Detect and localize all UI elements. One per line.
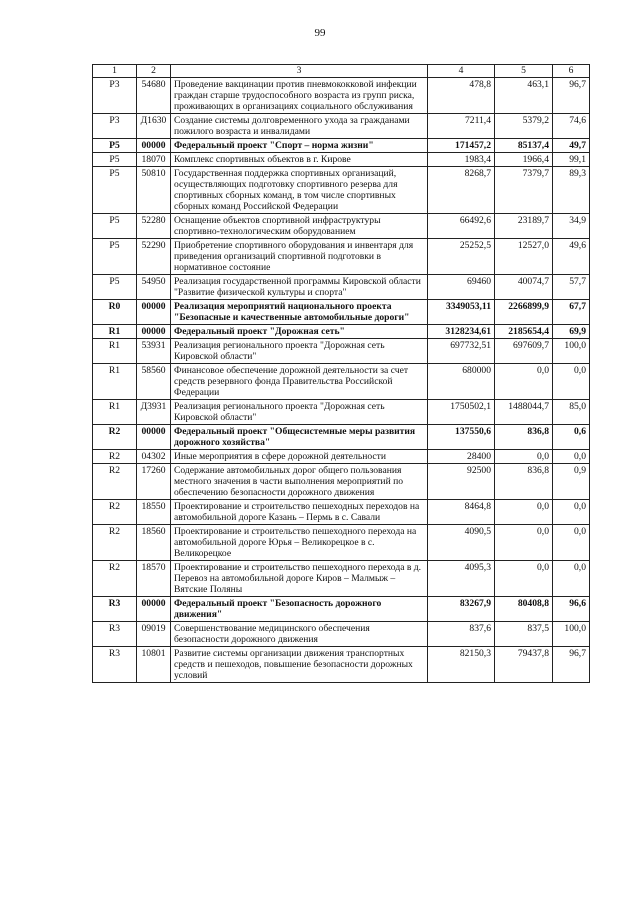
- target-code-cell: 50810: [137, 167, 171, 214]
- execution-percent-cell: 74,6: [553, 114, 590, 139]
- target-code-cell: 58560: [137, 364, 171, 400]
- target-code-cell: 00000: [137, 425, 171, 450]
- section-code-cell: R2: [93, 561, 137, 597]
- target-code-cell: 09019: [137, 622, 171, 647]
- target-code-cell: Д1630: [137, 114, 171, 139]
- executed-amount-cell: 836,8: [495, 425, 553, 450]
- executed-amount-cell: 7379,7: [495, 167, 553, 214]
- budget-table: [92, 64, 590, 683]
- section-code-cell: R3: [93, 597, 137, 622]
- section-code-cell: R3: [93, 647, 137, 683]
- item-name-cell: Комплекс спортивных объектов в г. Кирове: [171, 153, 428, 167]
- target-code-cell: 00000: [137, 597, 171, 622]
- executed-amount-cell: 40074,7: [495, 275, 553, 300]
- executed-amount-cell: 837,5: [495, 622, 553, 647]
- item-name-cell: Реализация мероприятий национального проекта "Безопасные и качественные автомобильные дороги": [171, 300, 428, 325]
- section-code-cell: Р5: [93, 153, 137, 167]
- planned-amount-cell: 1750502,1: [428, 400, 495, 425]
- target-code-cell: 18550: [137, 500, 171, 525]
- item-name-cell: Федеральный проект "Спорт – норма жизни": [171, 139, 428, 153]
- item-name-cell: Совершенствование медицинского обеспечения безопасности дорожного движения: [171, 622, 428, 647]
- planned-amount-cell: 92500: [428, 464, 495, 500]
- planned-amount-cell: 837,6: [428, 622, 495, 647]
- target-code-cell: 54680: [137, 78, 171, 114]
- table-row: [93, 622, 590, 647]
- section-code-cell: R1: [93, 400, 137, 425]
- target-code-cell: 00000: [137, 300, 171, 325]
- item-name-cell: Проектирование и строительство пешеходных переходов на автомобильной дороге Казань – Пермь в с. Савали: [171, 500, 428, 525]
- item-name-cell: Федеральный проект "Общесистемные меры развития дорожного хозяйства": [171, 425, 428, 450]
- table-row: [93, 525, 590, 561]
- target-code-cell: Д3931: [137, 400, 171, 425]
- table-row: [93, 647, 590, 683]
- execution-percent-cell: 34,9: [553, 214, 590, 239]
- item-name-cell: Иные мероприятия в сфере дорожной деятельности: [171, 450, 428, 464]
- executed-amount-cell: 836,8: [495, 464, 553, 500]
- table-row: [93, 275, 590, 300]
- section-code-cell: Р5: [93, 139, 137, 153]
- target-code-cell: 18070: [137, 153, 171, 167]
- execution-percent-cell: 0,0: [553, 364, 590, 400]
- planned-amount-cell: 69460: [428, 275, 495, 300]
- execution-percent-cell: 96,7: [553, 647, 590, 683]
- item-name-cell: Приобретение спортивного оборудования и инвентаря для приведения организаций спортивной подготовки в нормативное состояние: [171, 239, 428, 275]
- execution-percent-cell: 96,6: [553, 597, 590, 622]
- section-code-cell: Р5: [93, 275, 137, 300]
- planned-amount-cell: 4095,3: [428, 561, 495, 597]
- table-row: [93, 500, 590, 525]
- item-name-cell: Содержание автомобильных дорог общего пользования местного значения в части выполнения мероприятий по обеспечению безопасности дорожного движения: [171, 464, 428, 500]
- section-code-cell: R1: [93, 339, 137, 364]
- table-row: [93, 597, 590, 622]
- column-header: 6: [553, 65, 590, 78]
- table-row: [93, 561, 590, 597]
- target-code-cell: 04302: [137, 450, 171, 464]
- column-header: 5: [495, 65, 553, 78]
- item-name-cell: Финансовое обеспечение дорожной деятельности за счет средств резервного фонда Правительства Российской Федерации: [171, 364, 428, 400]
- execution-percent-cell: 69,9: [553, 325, 590, 339]
- table-row: [93, 139, 590, 153]
- execution-percent-cell: 49,6: [553, 239, 590, 275]
- target-code-cell: 10801: [137, 647, 171, 683]
- item-name-cell: Создание системы долговременного ухода за гражданами пожилого возраста и инвалидами: [171, 114, 428, 139]
- executed-amount-cell: 80408,8: [495, 597, 553, 622]
- execution-percent-cell: 0,0: [553, 525, 590, 561]
- item-name-cell: Федеральный проект "Дорожная сеть": [171, 325, 428, 339]
- column-header: 3: [171, 65, 428, 78]
- item-name-cell: Проектирование и строительство пешеходного перехода в д. Перевоз на автомобильной дороге Киров – Малмыж – Вятские Поляны: [171, 561, 428, 597]
- planned-amount-cell: 25252,5: [428, 239, 495, 275]
- table-row: [93, 339, 590, 364]
- planned-amount-cell: 66492,6: [428, 214, 495, 239]
- target-code-cell: 54950: [137, 275, 171, 300]
- planned-amount-cell: 171457,2: [428, 139, 495, 153]
- table-row: [93, 167, 590, 214]
- target-code-cell: 18560: [137, 525, 171, 561]
- executed-amount-cell: 85137,4: [495, 139, 553, 153]
- item-name-cell: Государственная поддержка спортивных организаций, осуществляющих подготовку спортивного резерва для спортивных сборных команд, в том числе спортивных сборных команд Российской Федерации: [171, 167, 428, 214]
- target-code-cell: 52290: [137, 239, 171, 275]
- executed-amount-cell: 23189,7: [495, 214, 553, 239]
- section-code-cell: R1: [93, 325, 137, 339]
- executed-amount-cell: 0,0: [495, 500, 553, 525]
- executed-amount-cell: 5379,2: [495, 114, 553, 139]
- execution-percent-cell: 67,7: [553, 300, 590, 325]
- executed-amount-cell: 0,0: [495, 561, 553, 597]
- executed-amount-cell: 2266899,9: [495, 300, 553, 325]
- executed-amount-cell: 2185654,4: [495, 325, 553, 339]
- execution-percent-cell: 0,0: [553, 450, 590, 464]
- section-code-cell: Р5: [93, 214, 137, 239]
- table-body: [93, 78, 590, 683]
- section-code-cell: R3: [93, 622, 137, 647]
- table-row: [93, 153, 590, 167]
- executed-amount-cell: 463,1: [495, 78, 553, 114]
- execution-percent-cell: 0,9: [553, 464, 590, 500]
- target-code-cell: 00000: [137, 139, 171, 153]
- execution-percent-cell: 49,7: [553, 139, 590, 153]
- execution-percent-cell: 0,0: [553, 561, 590, 597]
- execution-percent-cell: 99,1: [553, 153, 590, 167]
- table-row: [93, 325, 590, 339]
- section-code-cell: Р5: [93, 239, 137, 275]
- section-code-cell: Р3: [93, 114, 137, 139]
- table-row: [93, 364, 590, 400]
- planned-amount-cell: 137550,6: [428, 425, 495, 450]
- executed-amount-cell: 0,0: [495, 450, 553, 464]
- planned-amount-cell: 697732,51: [428, 339, 495, 364]
- planned-amount-cell: 28400: [428, 450, 495, 464]
- section-code-cell: Р5: [93, 167, 137, 214]
- item-name-cell: Реализация регионального проекта "Дорожная сеть Кировской области": [171, 339, 428, 364]
- planned-amount-cell: 8464,8: [428, 500, 495, 525]
- planned-amount-cell: 3349053,11: [428, 300, 495, 325]
- planned-amount-cell: 3128234,61: [428, 325, 495, 339]
- table-row: [93, 425, 590, 450]
- page-number: 99: [314, 27, 326, 39]
- planned-amount-cell: 680000: [428, 364, 495, 400]
- section-code-cell: R2: [93, 464, 137, 500]
- planned-amount-cell: 82150,3: [428, 647, 495, 683]
- planned-amount-cell: 8268,7: [428, 167, 495, 214]
- item-name-cell: Федеральный проект "Безопасность дорожного движения": [171, 597, 428, 622]
- section-code-cell: R2: [93, 450, 137, 464]
- planned-amount-cell: 83267,9: [428, 597, 495, 622]
- execution-percent-cell: 89,3: [553, 167, 590, 214]
- column-header: 1: [93, 65, 137, 78]
- item-name-cell: Проведение вакцинации против пневмококковой инфекции граждан старше трудоспособного возраста из групп риска, проживающих в организациях социального обслуживания: [171, 78, 428, 114]
- execution-percent-cell: 100,0: [553, 339, 590, 364]
- column-header: 4: [428, 65, 495, 78]
- execution-percent-cell: 57,7: [553, 275, 590, 300]
- section-code-cell: R2: [93, 525, 137, 561]
- table-row: [93, 214, 590, 239]
- planned-amount-cell: 7211,4: [428, 114, 495, 139]
- column-number-row: [93, 65, 590, 78]
- planned-amount-cell: 1983,4: [428, 153, 495, 167]
- planned-amount-cell: 4090,5: [428, 525, 495, 561]
- table-row: [93, 78, 590, 114]
- execution-percent-cell: 96,7: [553, 78, 590, 114]
- table-row: [93, 450, 590, 464]
- execution-percent-cell: 100,0: [553, 622, 590, 647]
- executed-amount-cell: 0,0: [495, 525, 553, 561]
- planned-amount-cell: 478,8: [428, 78, 495, 114]
- execution-percent-cell: 0,0: [553, 500, 590, 525]
- target-code-cell: 52280: [137, 214, 171, 239]
- target-code-cell: 17260: [137, 464, 171, 500]
- executed-amount-cell: 1488044,7: [495, 400, 553, 425]
- section-code-cell: R1: [93, 364, 137, 400]
- column-header: 2: [137, 65, 171, 78]
- table-row: [93, 114, 590, 139]
- executed-amount-cell: 79437,8: [495, 647, 553, 683]
- table-row: [93, 239, 590, 275]
- item-name-cell: Проектирование и строительство пешеходного перехода на автомобильной дороге Юрья – Великорецкое в с. Великорецкое: [171, 525, 428, 561]
- table-row: [93, 300, 590, 325]
- execution-percent-cell: 0,6: [553, 425, 590, 450]
- item-name-cell: Реализация регионального проекта "Дорожная сеть Кировской области": [171, 400, 428, 425]
- target-code-cell: 53931: [137, 339, 171, 364]
- section-code-cell: R0: [93, 300, 137, 325]
- table-row: [93, 400, 590, 425]
- target-code-cell: 18570: [137, 561, 171, 597]
- table-row: [93, 464, 590, 500]
- executed-amount-cell: 697609,7: [495, 339, 553, 364]
- item-name-cell: Реализация государственной программы Кировской области "Развитие физической культуры и спорта": [171, 275, 428, 300]
- section-code-cell: R2: [93, 500, 137, 525]
- execution-percent-cell: 85,0: [553, 400, 590, 425]
- executed-amount-cell: 1966,4: [495, 153, 553, 167]
- executed-amount-cell: 12527,0: [495, 239, 553, 275]
- section-code-cell: R2: [93, 425, 137, 450]
- item-name-cell: Оснащение объектов спортивной инфраструктуры спортивно-технологическим оборудованием: [171, 214, 428, 239]
- executed-amount-cell: 0,0: [495, 364, 553, 400]
- item-name-cell: Развитие системы организации движения транспортных средств и пешеходов, повышение безопасности дорожных условий: [171, 647, 428, 683]
- section-code-cell: Р3: [93, 78, 137, 114]
- target-code-cell: 00000: [137, 325, 171, 339]
